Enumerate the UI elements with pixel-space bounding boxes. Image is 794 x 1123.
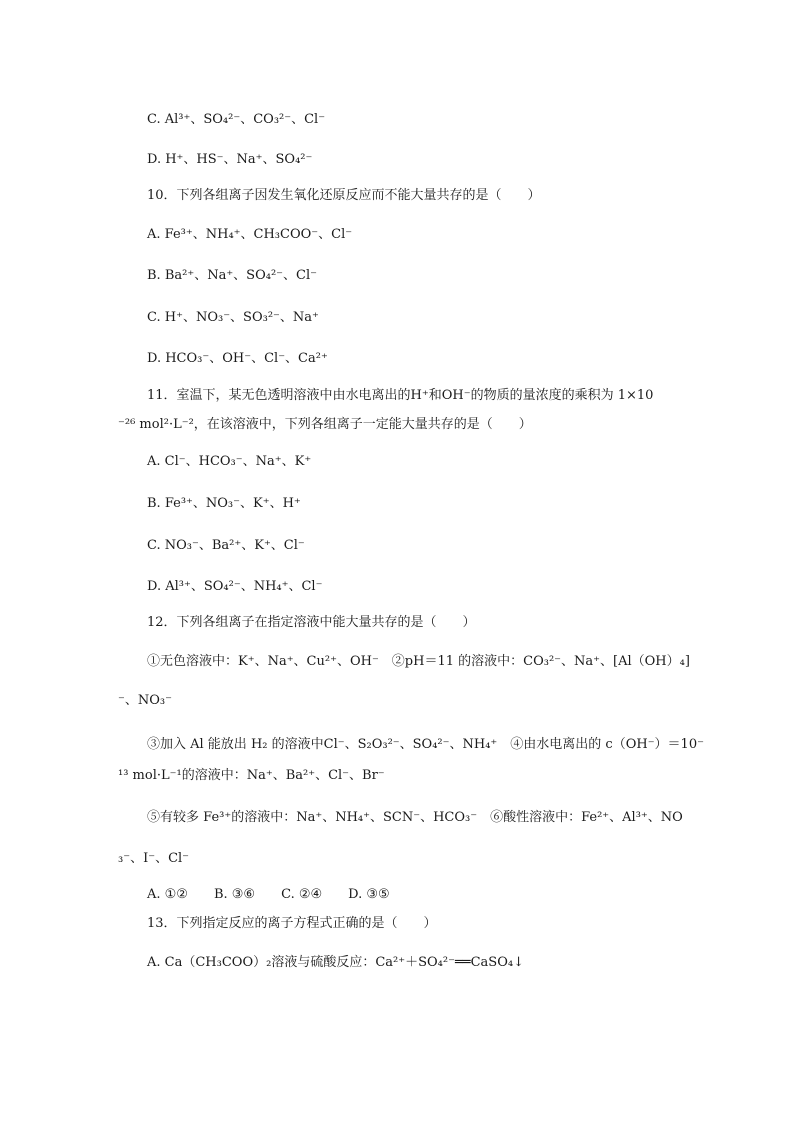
q9-option-c: C. Al³⁺、SO₄²⁻、CO₃²⁻、Cl⁻ bbox=[147, 112, 326, 127]
q10-option-a: A. Fe³⁺、NH₄⁺、CH₃COO⁻、Cl⁻ bbox=[147, 227, 353, 242]
q12-options: A. ①② B. ③⑥ C. ②④ D. ③⑤ bbox=[147, 887, 390, 902]
q11-option-c: C. NO₃⁻、Ba²⁺、K⁺、Cl⁻ bbox=[147, 538, 305, 553]
q9-option-d: D. H⁺、HS⁻、Na⁺、SO₄²⁻ bbox=[147, 152, 313, 167]
q12-condition-3-4: ③加入 Al 能放出 H₂ 的溶液中Cl⁻、S₂O₃²⁻、SO₄²⁻、NH₄⁺ ④由水电离出的 c（OH⁻）＝10⁻ bbox=[147, 737, 704, 752]
q12-condition-4-cont: ¹³ mol·L⁻¹的溶液中：Na⁺、Ba²⁺、Cl⁻、Br⁻ bbox=[118, 768, 385, 783]
q12-condition-1-2: ①无色溶液中：K⁺、Na⁺、Cu²⁺、OH⁻ ②pH＝11 的溶液中：CO₃²⁻、Na⁺、[Al（OH）₄] bbox=[147, 654, 690, 669]
q12-condition-2-cont: ⁻、NO₃⁻ bbox=[118, 693, 172, 708]
q10-option-c: C. H⁺、NO₃⁻、SO₃²⁻、Na⁺ bbox=[147, 310, 319, 325]
q11-option-b: B. Fe³⁺、NO₃⁻、K⁺、H⁺ bbox=[147, 496, 301, 511]
q13-option-a: A. Ca（CH₃COO）₂溶液与硫酸反应：Ca²⁺＋SO₄²⁻══CaSO₄↓ bbox=[147, 955, 524, 970]
q11-option-d: D. Al³⁺、SO₄²⁻、NH₄⁺、Cl⁻ bbox=[147, 579, 323, 594]
q12-stem: 12．下列各组离子在指定溶液中能大量共存的是（ ） bbox=[147, 615, 476, 630]
q10-option-b: B. Ba²⁺、Na⁺、SO₄²⁻、Cl⁻ bbox=[147, 268, 317, 283]
q10-stem: 10．下列各组离子因发生氧化还原反应而不能大量共存的是（ ） bbox=[147, 188, 541, 203]
q11-stem-line1: 11．室温下，某无色透明溶液中由水电离出的H⁺和OH⁻的物质的量浓度的乘积为 1×10 bbox=[147, 388, 654, 403]
q11-option-a: A. Cl⁻、HCO₃⁻、Na⁺、K⁺ bbox=[147, 454, 312, 469]
q12-condition-5-6: ⑤有较多 Fe³⁺的溶液中：Na⁺、NH₄⁺、SCN⁻、HCO₃⁻ ⑥酸性溶液中：Fe²⁺、Al³⁺、NO bbox=[147, 810, 683, 825]
q10-option-d: D. HCO₃⁻、OH⁻、Cl⁻、Ca²⁺ bbox=[147, 351, 328, 366]
q11-stem-line2: ⁻²⁶ mol²·L⁻²，在该溶液中，下列各组离子一定能大量共存的是（ ） bbox=[118, 417, 532, 432]
q13-stem: 13．下列指定反应的离子方程式正确的是（ ） bbox=[147, 916, 437, 931]
q12-condition-6-cont: ₃⁻、I⁻、Cl⁻ bbox=[118, 851, 190, 866]
